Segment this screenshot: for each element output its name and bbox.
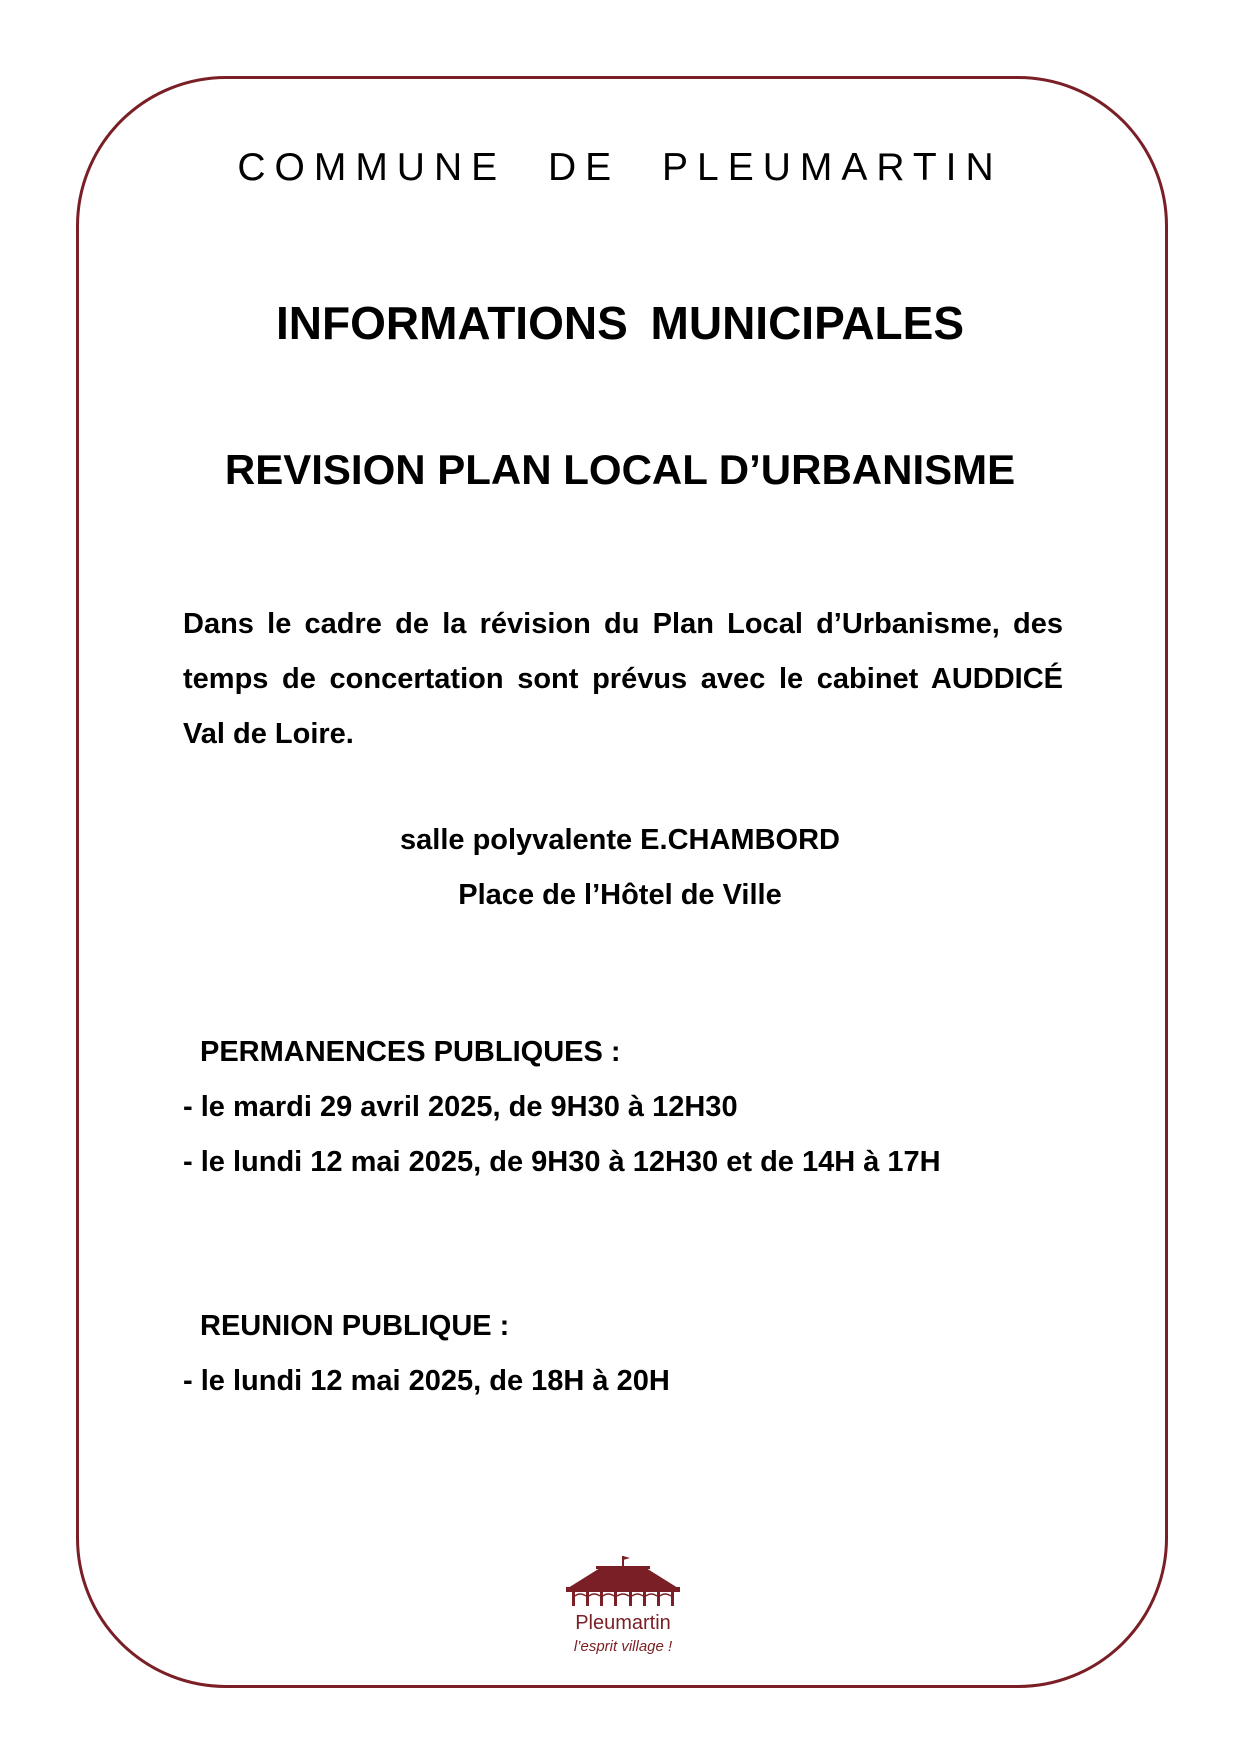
logo-tagline: l’esprit village ! xyxy=(573,1638,673,1655)
logo-name: Pleumartin xyxy=(575,1612,671,1634)
page-subtitle: REVISION PLAN LOCAL D’URBANISME xyxy=(224,446,1016,493)
page-title: INFORMATIONS MUNICIPALES xyxy=(275,297,965,349)
permanence-item: - le mardi 29 avril 2025, de 9H30 à 12H30 xyxy=(183,1091,738,1123)
commune-name: COMMUNE DE PLEUMARTIN xyxy=(237,146,1003,189)
venue-address: Place de l’Hôtel de Ville xyxy=(458,879,782,911)
intro-paragraph: Dans le cadre de la révision du Plan Local d’Urbanisme, des temps de concertation sont prévus avec le cabinet AUDDICÉ Val de Loire. xyxy=(183,608,1063,750)
pleumartin-logo xyxy=(548,1554,698,1664)
permanences-heading: PERMANENCES PUBLIQUES : xyxy=(200,1036,621,1068)
reunion-item: - le lundi 12 mai 2025, de 18H à 20H xyxy=(183,1365,670,1397)
reunion-heading: REUNION PUBLIQUE : xyxy=(200,1310,510,1342)
venue-name: salle polyvalente E.CHAMBORD xyxy=(400,824,840,856)
permanence-item: - le lundi 12 mai 2025, de 9H30 à 12H30 et de 14H à 17H xyxy=(183,1146,941,1178)
market-hall-roof-icon xyxy=(548,1554,698,1610)
